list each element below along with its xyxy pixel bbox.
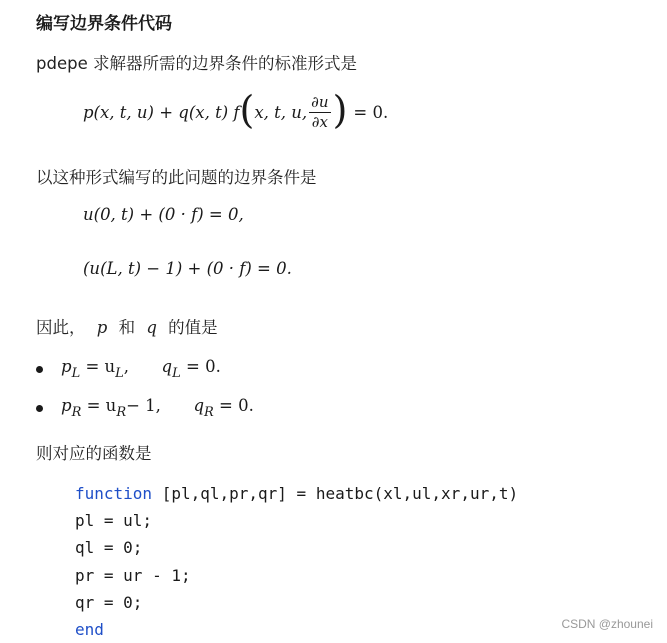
equation-bc-left xyxy=(83,205,244,224)
pq-and: 和 xyxy=(118,318,136,337)
eq-rhs: = 0. xyxy=(353,102,389,122)
bullet-dot xyxy=(36,366,43,373)
pq-q: q xyxy=(146,318,157,337)
equation-bc-right xyxy=(83,259,292,278)
bullet-math-left: $p_L = u_L$, $q_L = 0$. xyxy=(61,357,221,381)
fraction-numerator: ∂u xyxy=(311,92,329,111)
section-heading: 编写边界条件代码 xyxy=(36,14,172,34)
bc-left-text: u(0, t) + (0 · f) = 0, xyxy=(83,205,244,224)
code-line-1: [pl,ql,pr,qr] = heatbc(xl,ul,xr,ur,t) xyxy=(152,484,519,503)
bullet-dot xyxy=(36,405,43,412)
code-line-4: pr = ur - 1; xyxy=(75,565,191,585)
right-paren: ) xyxy=(332,88,348,132)
fraction-denominator: ∂x xyxy=(311,112,328,131)
code-keyword-end: end xyxy=(75,620,104,640)
code-line-5: qr = 0; xyxy=(75,592,143,612)
pq-tail: 的值是 xyxy=(168,318,218,337)
pq-p: p xyxy=(96,318,108,337)
equation-standard-form xyxy=(83,90,388,134)
code-block xyxy=(75,480,518,643)
bc-right-text: (u(L, t) − 1) + (0 · f) = 0. xyxy=(83,259,292,278)
code-keyword-function: function xyxy=(75,484,153,503)
paragraph-standard-form: pdepe 求解器所需的边界条件的标准形式是 xyxy=(36,54,357,73)
eq-lhs: p(x, t, u) + q(x, t) f xyxy=(83,102,240,122)
eq-inner-args: x, t, u, xyxy=(254,102,308,122)
code-line-2: pl = ul; xyxy=(75,511,153,531)
left-paren: ( xyxy=(239,88,255,132)
paragraph-function-intro: 则对应的函数是 xyxy=(36,444,152,463)
eq-fraction xyxy=(309,92,330,131)
list-item xyxy=(36,396,254,420)
watermark: CSDN @zhounei xyxy=(561,617,653,631)
paragraph-pq-values xyxy=(36,314,218,338)
list-item xyxy=(36,357,221,381)
pq-lead: 因此， xyxy=(36,318,86,337)
paragraph-boundary-conditions: 以这种形式编写的此问题的边界条件是 xyxy=(36,168,317,187)
bullet-math-right: $p_R = u_R- 1$, $q_R = 0$. xyxy=(61,396,254,420)
code-line-3: ql = 0; xyxy=(75,538,143,558)
